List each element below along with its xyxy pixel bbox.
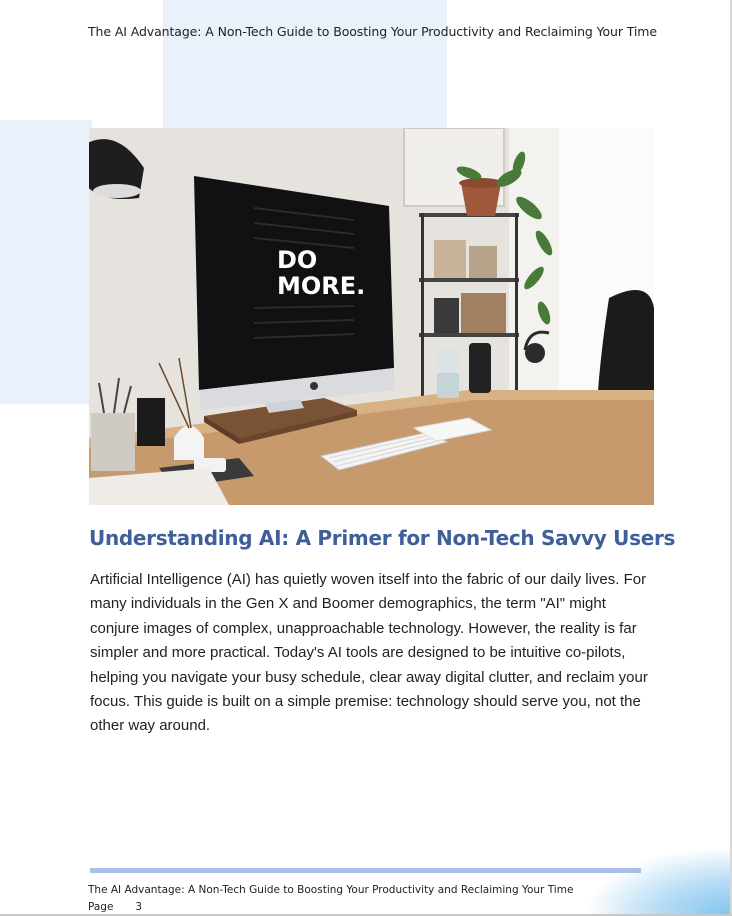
decorative-corner-swoosh [582, 846, 732, 916]
running-header: The AI Advantage: A Non-Tech Guide to Boosting Your Productivity and Reclaiming Your Time [88, 24, 657, 39]
screen-text-more: MORE. [277, 272, 366, 300]
footer-title: The AI Advantage: A Non-Tech Guide to Boosting Your Productivity and Reclaiming Your Time [88, 884, 574, 896]
body-paragraph: Artificial Intelligence (AI) has quietly woven itself into the fabric of our daily lives. For many individuals in the Gen X and Boomer demographics, the term "AI" might conjure images of complex, unapproachable technology. However, the reality is far simpler and more practical. Today's AI tools are designed to be intuitive co-pilots, helping you navigate your busy schedule, clear away digital clutter, and reclaim your focus. This guide is built on a simple premise: technology should serve you, not the other way around. [90, 571, 648, 735]
footer-accent-rule [90, 868, 641, 873]
section-title: Understanding AI: A Primer for Non-Tech Savvy Users [89, 526, 676, 550]
screen-text-do: DO [277, 246, 318, 274]
page-number: 3 [135, 901, 143, 913]
decorative-shape-left [0, 120, 92, 404]
decorative-shape-top [163, 0, 447, 130]
page-label: Page [88, 901, 114, 913]
footer-page-indicator [88, 901, 142, 913]
hero-photo [89, 128, 654, 505]
